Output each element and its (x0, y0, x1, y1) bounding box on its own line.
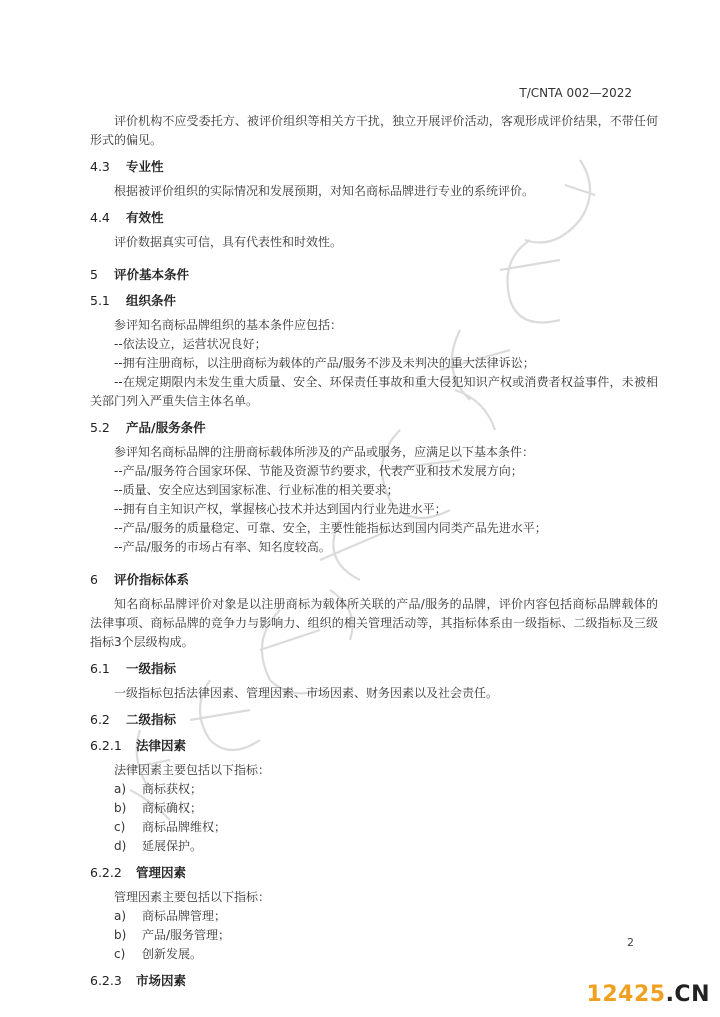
list-text: 商标确权； (142, 801, 203, 815)
section-heading-6-2-3 (90, 972, 658, 990)
list-item (90, 799, 658, 818)
section-heading-6-2-2 (90, 864, 658, 882)
list-item: --拥有注册商标，以注册商标为载体的产品/服务不涉及未判决的重大法律诉讼； (114, 356, 535, 370)
list-marker: a) (114, 909, 127, 923)
section-number: 6 (90, 572, 98, 587)
section-title: 管理因素 (136, 865, 187, 880)
list-item: --质量、安全应达到国家标准、行业标准的相关要求； (114, 483, 399, 497)
section-number: 5.1 (90, 293, 110, 308)
list-text: 产品/服务管理； (142, 928, 231, 942)
list-text: 商标品牌维权； (142, 820, 227, 834)
list-item: --产品/服务符合国家环保、节能及资源节约要求，代表产业和技术发展方向； (114, 464, 523, 478)
site-logo[interactable] (587, 982, 710, 1007)
list-item (90, 926, 658, 945)
section-heading-5-2 (90, 419, 658, 437)
section-heading-5-1 (90, 292, 658, 310)
section-number: 6.2.1 (90, 738, 122, 753)
list-marker: b) (114, 928, 127, 942)
section-number: 6.1 (90, 661, 110, 676)
document-body (90, 112, 658, 996)
section-number: 4.3 (90, 159, 110, 174)
section-number: 6.2.2 (90, 865, 122, 880)
section-heading-6-2-1 (90, 737, 658, 755)
list-item: --拥有自主知识产权，掌握核心技术并达到国内行业先进水平； (114, 502, 447, 516)
list-item: --产品/服务的市场占有率、知名度较高。 (114, 540, 331, 554)
section-title: 一级指标 (126, 661, 177, 676)
section-heading-6-2 (90, 711, 658, 729)
section-title: 法律因素 (136, 738, 187, 753)
section-title: 评价基本条件 (114, 267, 190, 282)
list-item: --依法设立，运营状况良好； (114, 337, 267, 351)
list-marker: b) (114, 801, 127, 815)
section-number: 5.2 (90, 420, 110, 435)
section-heading-4-4 (90, 209, 658, 227)
list-text: 商标品牌管理； (142, 909, 227, 923)
paragraph-lead: 参评知名商标品牌组织的基本条件应包括： (114, 318, 343, 332)
section-title: 产品/服务条件 (126, 420, 206, 435)
section-number: 4.4 (90, 210, 110, 225)
section-heading-4-3 (90, 158, 658, 176)
paragraph-validity: 评价数据真实可信，具有代表性和时效性。 (114, 235, 343, 249)
section-title: 评价指标体系 (114, 572, 190, 587)
list-item: --在规定期限内未发生重大质量、安全、环保责任事故和重大侵犯知识产权或消费者权益事件，未被相关部门列入严重失信主体名单。 (90, 375, 658, 408)
logo-main-text: 12425 (586, 982, 666, 1007)
page-number: 2 (627, 936, 634, 949)
section-title: 有效性 (126, 210, 164, 225)
list-item (90, 780, 658, 799)
list-item (90, 818, 658, 837)
list-text: 创新发展。 (142, 947, 203, 961)
section-number: 5 (90, 267, 98, 282)
paragraph-indicator-system: 知名商标品牌评价对象是以注册商标为载体所关联的产品/服务的品牌，评价内容包括商标品牌载体的法律事项、商标品牌的竞争力与影响力、组织的相关管理活动等，其指标体系由一级指标、二级指标及三级指标3个层级构成。 (90, 597, 658, 649)
section-title: 组织条件 (126, 293, 177, 308)
list-marker: c) (114, 820, 126, 834)
paragraph-lead: 法律因素主要包括以下指标： (114, 763, 271, 777)
list-marker: d) (114, 839, 127, 853)
section-title: 市场因素 (136, 973, 187, 988)
list-item (90, 837, 658, 856)
list-marker: a) (114, 782, 127, 796)
logo-suffix-text: .CN (665, 982, 710, 1007)
chapter-heading-5 (90, 266, 658, 284)
section-heading-6-1 (90, 660, 658, 678)
paragraph-lead: 参评知名商标品牌的注册商标载体所涉及的产品或服务，应满足以下基本条件： (114, 445, 535, 459)
list-marker: c) (114, 947, 126, 961)
paragraph-professionalism: 根据被评价组织的实际情况和发展预期，对知名商标品牌进行专业的系统评价。 (114, 184, 535, 198)
paragraph-lead: 管理因素主要包括以下指标： (114, 890, 271, 904)
paragraph-first-level: 一级指标包括法律因素、管理因素、市场因素、财务因素以及社会责任。 (114, 686, 499, 700)
list-item: --产品/服务的质量稳定、可靠、安全，主要性能指标达到国内同类产品先进水平； (114, 521, 547, 535)
section-number: 6.2 (90, 712, 110, 727)
section-number: 6.2.3 (90, 973, 122, 988)
paragraph-independence: 评价机构不应受委托方、被评价组织等相关方干扰，独立开展评价活动，客观形成评价结果，不带任何形式的偏见。 (90, 114, 658, 147)
list-text: 商标获权； (142, 782, 203, 796)
chapter-heading-6 (90, 571, 658, 589)
list-item (90, 945, 658, 964)
section-title: 二级指标 (126, 712, 177, 727)
list-text: 延展保护。 (142, 839, 203, 853)
list-item (90, 907, 658, 926)
section-title: 专业性 (126, 159, 164, 174)
standard-code: T/CNTA 002—2022 (519, 86, 632, 100)
